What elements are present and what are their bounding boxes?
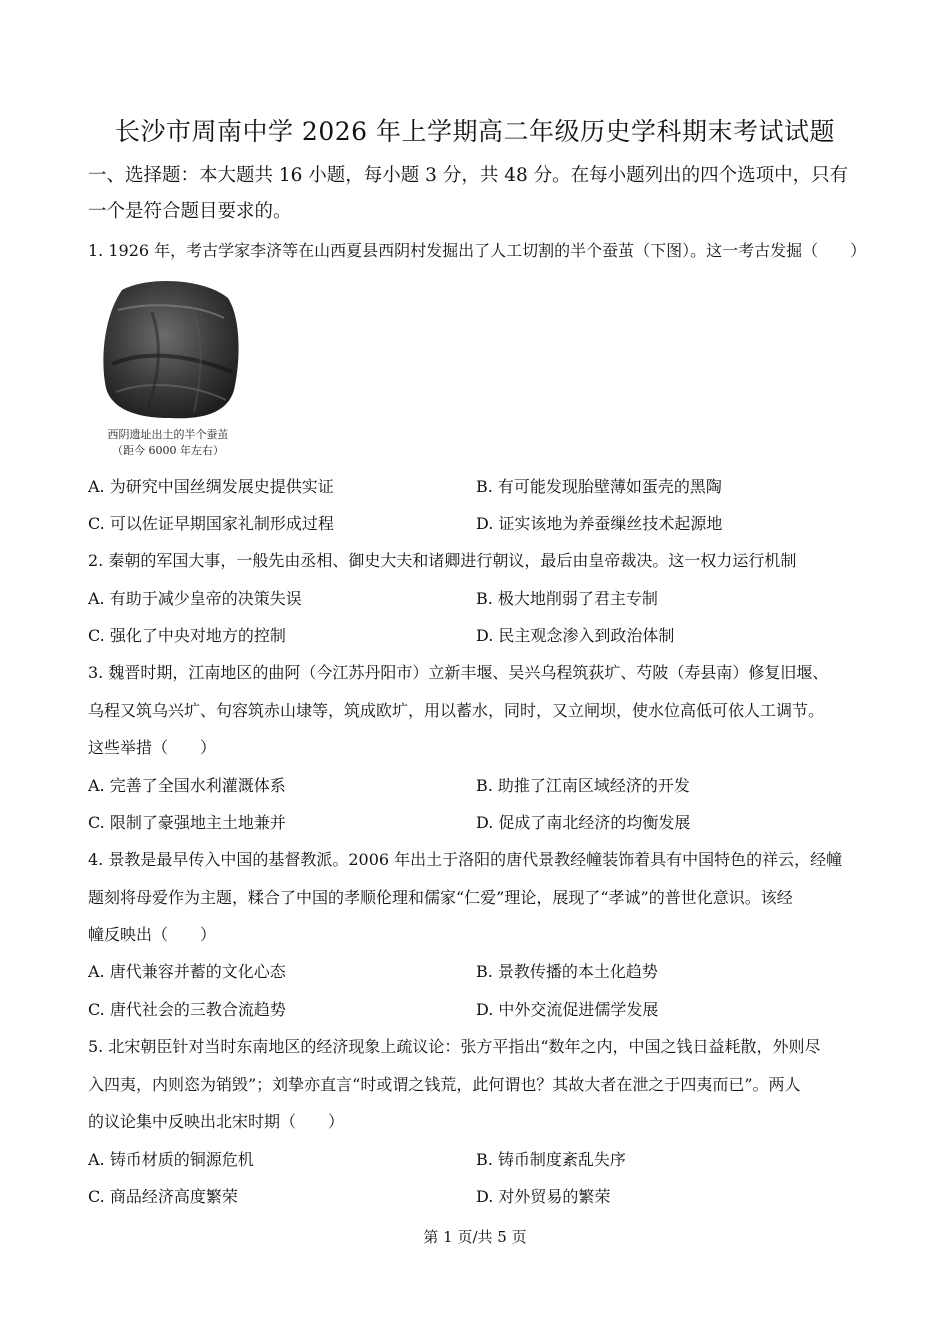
question-1-stem [88,232,873,270]
figure-caption [88,427,248,459]
option-b[interactable]: B. 有可能发现胎壁薄如蛋壳的黑陶 [476,477,722,496]
page-title: 长沙市周南中学 2026 年上学期高二年级历史学科期末考试试题 [114,117,836,146]
option-d[interactable]: D. 中外交流促进儒学发展 [476,1000,659,1019]
question-stem-line: 入四夷，内则恣为销毁”；刘挚亦直言“时或谓之钱荒，此何谓也？其故大者在泄之于四夷而已”。两人 [88,1074,801,1094]
question-5-stem [88,1028,873,1141]
option-b[interactable]: B. 景教传播的本土化趋势 [476,962,658,981]
question-2-stem [88,542,873,580]
question-stem-line: 幢反映出（ ） [88,925,217,944]
question-4-stem [88,841,873,954]
option-b[interactable]: B. 助推了江南区域经济的开发 [476,776,690,795]
figure-caption-line: 西阴遗址出土的半个蚕茧 [107,428,229,441]
option-a[interactable]: A. 有助于减少皇帝的决策失误 [88,589,302,608]
option-c[interactable]: C. 唐代社会的三教合流趋势 [88,1000,286,1019]
option-a[interactable]: A. 唐代兼容并蓄的文化心态 [88,962,286,981]
question-stem-line: 1. 1926 年，考古学家李济等在山西夏县西阴村发掘出了人工切割的半个蚕茧（下图）。这一考古发掘（ ） [88,241,867,260]
option-d[interactable]: D. 促成了南北经济的均衡发展 [476,813,691,832]
option-d[interactable]: D. 对外贸易的繁荣 [476,1187,611,1206]
option-c[interactable]: C. 可以佐证早期国家礼制形成过程 [88,514,334,533]
figure-caption-line: （距今 6000 年左右） [112,444,224,457]
option-b[interactable]: B. 极大地削弱了君主专制 [476,589,658,608]
option-a[interactable]: A. 铸币材质的铜源危机 [88,1150,254,1169]
option-a[interactable]: A. 为研究中国丝绸发展史提供实证 [88,477,334,496]
option-c[interactable]: C. 商品经济高度繁荣 [88,1187,238,1206]
question-stem-line: 的议论集中反映出北宋时期（ ） [88,1112,345,1131]
option-b[interactable]: B. 铸币制度紊乱失序 [476,1150,626,1169]
question-stem-line: 2. 秦朝的军国大事，一般先由丞相、御史大夫和诸卿进行朝议，最后由皇帝裁决。这一权力运行机制 [88,551,797,570]
section-heading [88,158,878,230]
question-stem-line: 题刻将母爱作为主题，糅合了中国的孝顺伦理和儒家“仁爱”理论，展现了“孝诚”的普世化意识。该经 [88,887,793,907]
question-stem-line: 这些举措（ ） [88,738,217,757]
question-stem-line: 5. 北宋朝臣针对当时东南地区的经济现象上疏议论：张方平指出“数年之内，中国之钱日益耗散，外则尽 [88,1037,821,1056]
question-stem-line: 3. 魏晋时期，江南地区的曲阿（今江苏丹阳市）立新丰堰、吴兴乌程筑荻圹、芍陂（寿县南）修复旧堰、 [88,663,829,682]
section-heading-line: 一个是符合题目要求的。 [88,201,292,222]
option-d[interactable]: D. 民主观念渗入到政治体制 [476,626,675,645]
question-stem-line: 乌程又筑乌兴圹、句容筑赤山埭等，筑成欧圹，用以蓄水，同时，又立闸坝，使水位高低可依人工调节。 [88,700,825,720]
option-c[interactable]: C. 限制了豪强地主土地兼并 [88,813,286,832]
option-a[interactable]: A. 完善了全国水利灌溉体系 [88,776,286,795]
question-3-stem [88,654,873,767]
section-heading-line: 一、选择题：本大题共 16 小题，每小题 3 分，共 48 分。在每小题列出的四个选项中，只有 [88,165,849,186]
page-number: 第 1 页/共 5 页 [423,1228,527,1246]
question-stem-line: 4. 景教是最早传入中国的基督教派。2006 年出土于洛阳的唐代景教经幢装饰着具有中国特色的祥云，经幢 [88,850,843,869]
option-d[interactable]: D. 证实该地为养蚕缫丝技术起源地 [476,514,723,533]
option-c[interactable]: C. 强化了中央对地方的控制 [88,626,286,645]
